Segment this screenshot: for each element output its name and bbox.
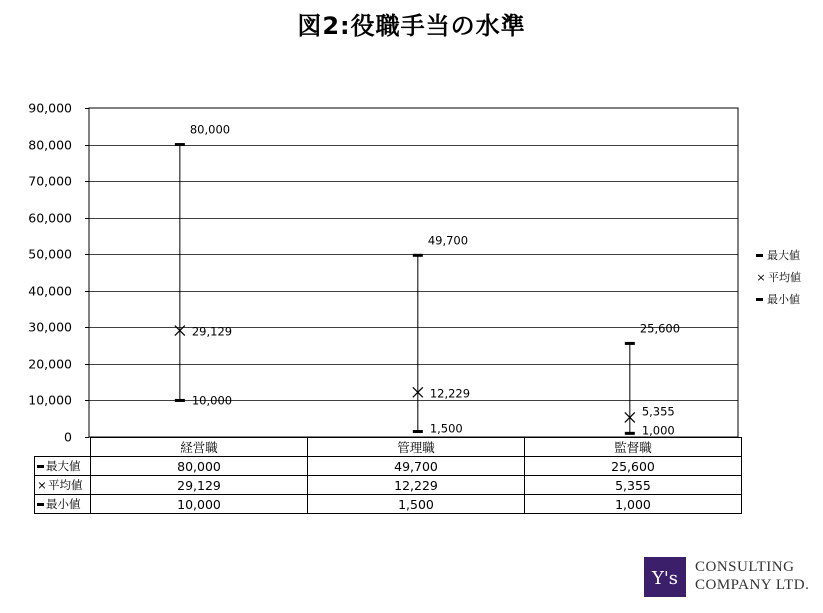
y-tick-label: 70,000 <box>28 173 72 189</box>
table-cell: 25,600 <box>525 457 742 476</box>
data-label-avg: 29,129 <box>191 324 233 339</box>
company-name-line1: CONSULTING <box>695 559 795 575</box>
min-marker <box>413 430 423 433</box>
table-row <box>35 476 742 495</box>
legend-label-min: 最小値 <box>767 293 800 306</box>
table-header-cell: 監督職 <box>525 438 742 457</box>
table-cell: 12,229 <box>308 476 525 495</box>
row-label: 最大値 <box>46 459 81 473</box>
y-tick-label: 90,000 <box>28 100 72 116</box>
table-cell: 5,355 <box>525 476 742 495</box>
legend-label-max: 最大値 <box>767 249 800 262</box>
y-tick-label: 10,000 <box>28 392 72 408</box>
min-marker <box>175 399 185 402</box>
legend-item-max <box>756 244 801 266</box>
data-label-min: 1,500 <box>429 421 463 436</box>
table-cell: 49,700 <box>308 457 525 476</box>
table-row <box>35 495 742 514</box>
y-tick-label: 80,000 <box>28 137 72 153</box>
min-marker <box>625 432 635 435</box>
table-cell: 1,000 <box>525 495 742 514</box>
table-cell: 29,129 <box>91 476 308 495</box>
data-label-min: 1,000 <box>641 423 675 438</box>
data-label-max: 80,000 <box>189 122 231 137</box>
table-row <box>35 457 742 476</box>
min-marker-icon <box>756 298 763 301</box>
row-label: 平均値 <box>48 478 83 492</box>
data-label-avg: 12,229 <box>429 386 471 401</box>
min-marker-icon <box>37 503 44 506</box>
data-label-min: 10,000 <box>191 393 233 408</box>
max-marker-icon <box>756 254 763 257</box>
legend-item-min <box>756 288 801 310</box>
table-corner-cell <box>35 438 91 457</box>
table-header-cell: 経営職 <box>91 438 308 457</box>
row-header-min <box>35 495 91 514</box>
y-tick-label: 60,000 <box>28 210 72 226</box>
row-label: 最小値 <box>46 497 81 511</box>
y-tick-label: 20,000 <box>28 356 72 372</box>
y-tick-label: 30,000 <box>28 319 72 335</box>
y-tick-label: 40,000 <box>28 283 72 299</box>
company-name <box>695 558 809 594</box>
data-label-max: 25,600 <box>639 321 681 336</box>
table-cell: 1,500 <box>308 495 525 514</box>
max-marker <box>625 342 635 345</box>
data-label-max: 49,700 <box>427 233 469 248</box>
x-marker-icon: × <box>756 270 766 284</box>
legend-label-avg: 平均値 <box>768 271 801 284</box>
data-table <box>34 437 742 514</box>
chart-title: 図2:役職手当の水準 <box>297 12 526 40</box>
table-cell: 10,000 <box>91 495 308 514</box>
table-cell: 80,000 <box>91 457 308 476</box>
y-tick-label: 50,000 <box>28 246 72 262</box>
company-logo: Y's <box>644 557 686 597</box>
legend <box>756 244 801 310</box>
max-marker <box>413 254 423 257</box>
data-label-avg: 5,355 <box>641 404 675 419</box>
legend-item-avg <box>756 266 801 288</box>
table-header-row <box>35 438 742 457</box>
y-tick-label: 0 <box>64 429 72 445</box>
table-header-cell: 管理職 <box>308 438 525 457</box>
company-name-line2: COMPANY LTD. <box>695 577 810 593</box>
max-marker-icon <box>37 465 44 468</box>
row-header-avg <box>35 476 91 495</box>
max-marker <box>175 143 185 146</box>
x-marker-icon: × <box>37 478 47 492</box>
row-header-max <box>35 457 91 476</box>
